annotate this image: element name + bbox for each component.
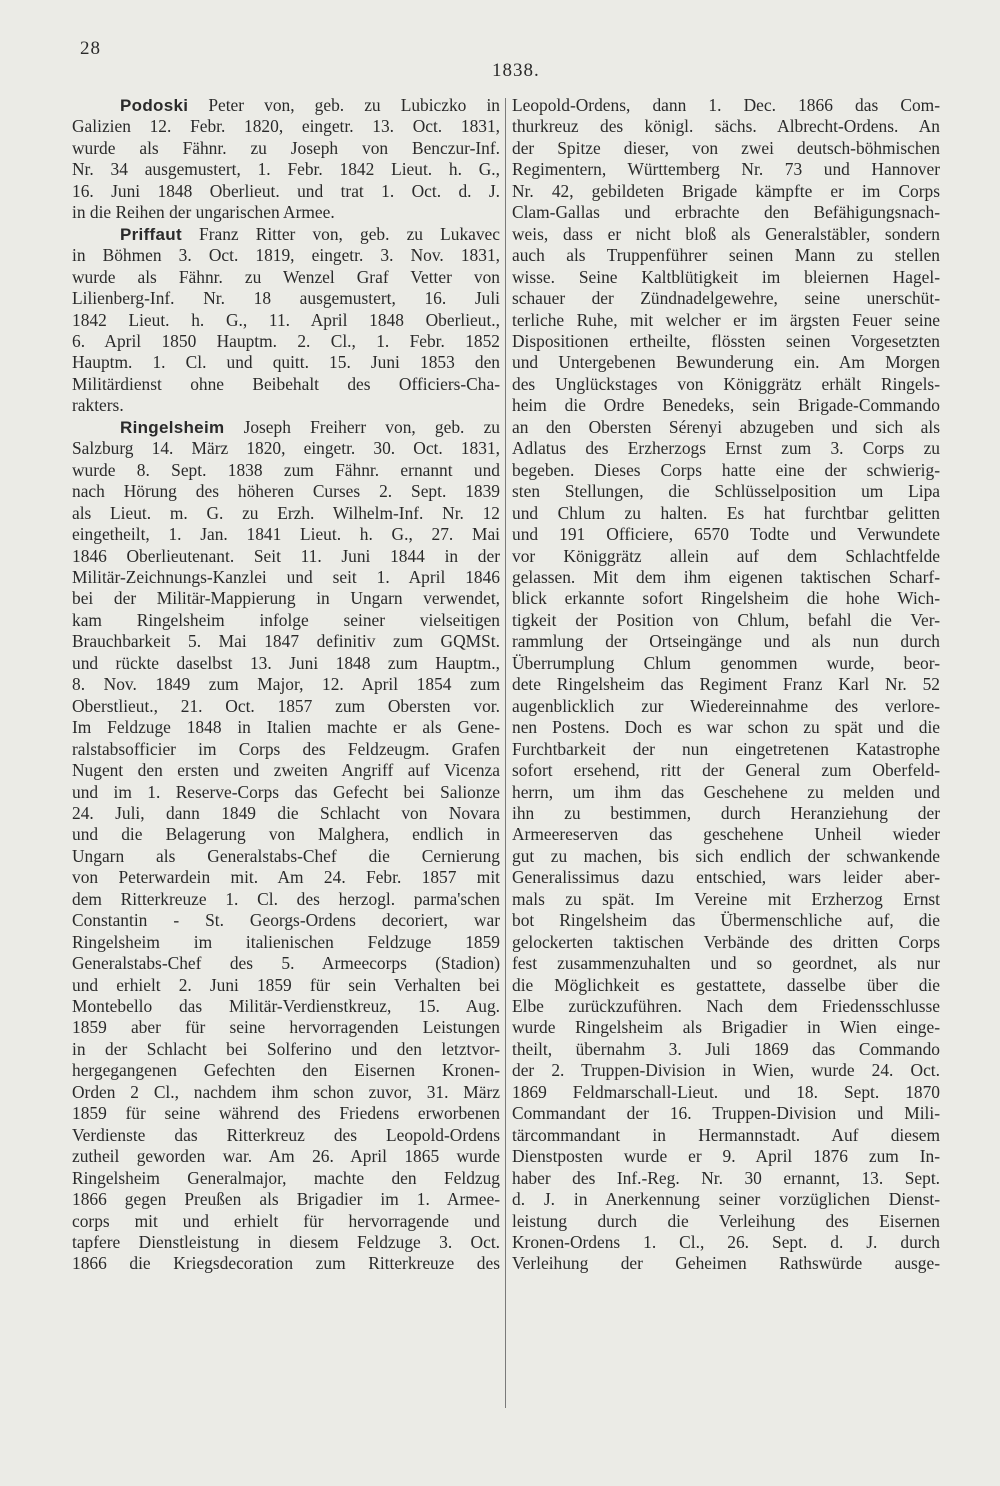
line-text: der 2. Truppen-Division in Wien, wurde 24. Oct. [512, 1060, 940, 1081]
line-text: dem Ritterkreuze 1. Cl. des herzogl. parma'schen [72, 888, 500, 909]
line-text: 1846 Oberlieutenant. Seit 11. Juni 1844 in der [72, 545, 500, 566]
line-text: in Böhmen 3. Oct. 1819, eingetr. 3. Nov. 1831, [72, 245, 500, 266]
line-text: Elbe zurückzuführen. Nach dem Friedensschlusse [512, 996, 940, 1017]
line-text: weis, dass er nicht bloß als Generalstäbler, sondern [512, 223, 940, 244]
text-line [512, 1146, 940, 1167]
text-line [72, 1253, 500, 1274]
page-number: 28 [80, 38, 101, 59]
line-text: Nugent den ersten und zweiten Angriff auf Vicenza [72, 760, 500, 781]
line-text: thurkreuz des königl. sächs. Albrecht-Ordens. An [512, 116, 940, 137]
line-text: sofort ersehend, ritt der General zum Oberfeld- [512, 760, 940, 781]
text-line [512, 202, 940, 223]
text-line [512, 95, 940, 116]
line-text: und Untergebenen Bewunderung ein. Am Morgen [512, 352, 940, 373]
line-text: tapfere Dienstleistung in diesem Feldzuge 3. Oct. [72, 1232, 500, 1253]
line-text: Joseph Freiherr von, geb. zu [224, 416, 500, 437]
text-line [72, 953, 500, 974]
text-line [512, 159, 940, 180]
text-line [512, 867, 940, 888]
line-text: Adlatus des Erzherzogs Ernst zum 3. Corps zu [512, 438, 940, 459]
line-text: 6. April 1850 Hauptm. 2. Cl., 1. Febr. 1852 [72, 330, 500, 351]
text-line [72, 331, 500, 352]
line-text: wisse. Seine Kaltblütigkeit im bleiernen Hagel- [512, 266, 940, 287]
line-text: Hauptm. 1. Cl. und quitt. 15. Juni 1853 den [72, 352, 500, 373]
text-line [512, 739, 940, 760]
line-text: Ringelsheim Generalmajor, machte den Feldzug [72, 1167, 500, 1188]
text-line [72, 116, 500, 137]
line-text: Lilienberg-Inf. Nr. 18 ausgemustert, 16. Juli [72, 288, 500, 309]
line-text: von Peterwardein mit. Am 24. Febr. 1857 mit [72, 867, 500, 888]
line-text: haber des Inf.-Reg. Nr. 30 ernannt, 13. Sept. [512, 1167, 940, 1188]
text-line [512, 889, 940, 910]
column-rule [505, 98, 506, 1408]
text-line [512, 846, 940, 867]
line-text: und Chlum zu halten. Es hat furchtbar gelitten [512, 502, 940, 523]
text-line [72, 717, 500, 738]
line-text: Orden 2 Cl., nachdem ihm schon zuvor, 31. März [72, 1081, 500, 1102]
line-text: Verleihung der Geheimen Rathswürde ausge- [512, 1253, 940, 1274]
line-text: theilt, übernahm 3. Juli 1869 das Commando [512, 1038, 940, 1059]
line-text: wurde als Fähnr. zu Wenzel Graf Vetter von [72, 266, 500, 287]
line-text: Militärdienst ohne Beibehalt des Officiers-Cha- [72, 373, 500, 394]
line-text: Galizien 12. Febr. 1820, eingetr. 13. Oct. 1831, [72, 116, 500, 137]
right-column [512, 95, 940, 1275]
text-line [512, 1060, 940, 1081]
line-text: und rückte daselbst 13. Juni 1848 zum Hauptm., [72, 652, 500, 673]
line-text: Verdienste das Ritterkreuz des Leopold-Ordens [72, 1124, 500, 1145]
text-line [72, 588, 500, 609]
text-line [72, 224, 500, 245]
line-text: Regimentern, Württemberg Nr. 73 und Hannover [512, 159, 940, 180]
line-text: rakters. [72, 395, 124, 416]
line-text: in die Reihen der ungarischen Armee. [72, 202, 335, 223]
line-text: dete Ringelsheim das Regiment Franz Karl Nr. 52 [512, 674, 940, 695]
text-line [512, 245, 940, 266]
text-line [512, 953, 940, 974]
entry-name: Priffaut [120, 224, 182, 244]
text-line [512, 653, 940, 674]
text-line [512, 481, 940, 502]
text-line [512, 1211, 940, 1232]
line-text: eingetheilt, 1. Jan. 1841 Lieut. h. G., 27. Mai [72, 524, 500, 545]
line-text: Generalstabs-Chef des 5. Armeecorps (Stadion) [72, 953, 500, 974]
text-line [512, 138, 940, 159]
text-line [512, 567, 940, 588]
text-line [72, 352, 500, 373]
line-text: 1869 Feldmarschall-Lieut. und 18. Sept. 1870 [512, 1081, 940, 1102]
text-line [72, 846, 500, 867]
line-text: 1866 die Kriegsdecoration zum Ritterkreuze des [72, 1253, 500, 1274]
text-line [72, 1039, 500, 1060]
text-line [512, 674, 940, 695]
line-text: Oberstlieut., 21. Oct. 1857 zum Obersten vor. [72, 695, 500, 716]
line-text: 1866 gegen Preußen als Brigadier im 1. Armee- [72, 1189, 500, 1210]
text-line [512, 1039, 940, 1060]
line-text: Salzburg 14. März 1820, eingetr. 30. Oct. 1831, [72, 438, 500, 459]
text-line [512, 975, 940, 996]
text-line [72, 1146, 500, 1167]
text-line [512, 1017, 940, 1038]
line-text: die Möglichkeit es gestattete, dasselbe über die [512, 974, 940, 995]
text-line [72, 996, 500, 1017]
text-line [72, 417, 500, 438]
line-text: Im Feldzuge 1848 in Italien machte er als Gene- [72, 717, 500, 738]
text-line [512, 760, 940, 781]
entry-name: Podoski [120, 96, 189, 115]
line-text: auch als Truppenführer seinen Mann zu stellen [512, 245, 940, 266]
text-line [512, 181, 940, 202]
line-text: als Lieut. m. G. zu Erzh. Wilhelm-Inf. Nr. 12 [72, 502, 500, 523]
text-line [512, 1232, 940, 1253]
line-text: kam Ringelsheim infolge seiner vielseitigen [72, 609, 500, 630]
line-text: des Unglückstages von Königgrätz erhält Ringels- [512, 373, 940, 394]
text-line [72, 803, 500, 824]
line-text: Nr. 34 ausgemustert, 1. Febr. 1842 Lieut. h. G., [72, 159, 500, 180]
text-line [72, 1232, 500, 1253]
text-line [72, 567, 500, 588]
line-text: gut zu machen, bis sich endlich der schwankende [512, 845, 940, 866]
text-line [72, 674, 500, 695]
line-text: ralstabsofficier im Corps des Feldzeugm. Grafen [72, 738, 500, 759]
text-line [512, 417, 940, 438]
line-text: begeben. Dieses Corps hatte eine der schwierig- [512, 459, 940, 480]
line-text: sten Stellungen, die Schlüsselposition um Lipa [512, 481, 940, 502]
line-text: leistung durch die Verleihung des Eisernen [512, 1210, 940, 1231]
text-line [72, 95, 500, 116]
line-text: Armeereserven das geschehene Unheil wieder [512, 824, 940, 845]
text-line [512, 438, 940, 459]
text-line [72, 975, 500, 996]
text-line [512, 588, 940, 609]
text-line [72, 159, 500, 180]
text-line [72, 910, 500, 931]
text-line [72, 610, 500, 631]
line-text: Generalissimus dazu entschied, wars leider aber- [512, 867, 940, 888]
line-text: Dispositionen ertheilte, flössten seinen Vorgesetzten [512, 330, 940, 351]
line-text: gelockerten taktischen Verbände des dritten Corps [512, 931, 940, 952]
text-line [512, 1189, 940, 1210]
line-text: mals zu spät. Im Vereine mit Erzherzog Ernst [512, 888, 940, 909]
text-line [72, 267, 500, 288]
line-text: Kronen-Ordens 1. Cl., 26. Sept. d. J. durch [512, 1232, 940, 1253]
line-text: blick erkannte sofort Ringelsheim die hohe Wich- [512, 588, 940, 609]
line-text: Franz Ritter von, geb. zu Lukavec [181, 223, 500, 244]
text-line [72, 653, 500, 674]
text-line [512, 717, 940, 738]
line-text: Peter von, geb. zu Lubiczko in [188, 95, 500, 115]
line-text: und im 1. Reserve-Corps das Gefecht bei Salionze [72, 781, 500, 802]
text-line [72, 1103, 500, 1124]
line-text: in der Schlacht bei Solferino und den letztvor- [72, 1038, 500, 1059]
line-text: Montebello das Militär-Verdienstkreuz, 15. Aug. [72, 996, 500, 1017]
line-text: Constantin - St. Georgs-Ordens decoriert, war [72, 910, 500, 931]
line-text: Brauchbarkeit 5. Mai 1847 definitiv zum GQMSt. [72, 631, 500, 652]
text-line [512, 503, 940, 524]
text-line [512, 932, 940, 953]
text-line [512, 1168, 940, 1189]
text-line [512, 782, 940, 803]
line-text: augenblicklich zur Wiedereinnahme des verlore- [512, 695, 940, 716]
text-line [72, 202, 500, 223]
line-text: Furchtbarkeit der nun eingetretenen Katastrophe [512, 738, 940, 759]
text-line [512, 824, 940, 845]
text-line [72, 1189, 500, 1210]
text-line [72, 696, 500, 717]
text-line [512, 352, 940, 373]
text-line [512, 1082, 940, 1103]
text-line [72, 395, 500, 416]
text-line [72, 889, 500, 910]
line-text: und die Belagerung von Malghera, endlich in [72, 824, 500, 845]
line-text: Ringelsheim im italienischen Feldzuge 1859 [72, 931, 500, 952]
line-text: fest zusammenzuhalten und so geordnet, als nur [512, 953, 940, 974]
text-line [72, 546, 500, 567]
line-text: tärcommandant in Hermannstadt. Auf diesem [512, 1124, 940, 1145]
line-text: wurde 8. Sept. 1838 zum Fähnr. ernannt und [72, 459, 500, 480]
line-text: Clam-Gallas und erbrachte den Befähigungsnach- [512, 202, 940, 223]
text-line [72, 1060, 500, 1081]
text-line [512, 1125, 940, 1146]
text-line [512, 395, 940, 416]
text-line [72, 867, 500, 888]
text-line [512, 267, 940, 288]
line-text: Nr. 42, gebildeten Brigade kämpfte er im Corps [512, 180, 940, 201]
line-text: bot Ringelsheim das Übermenschliche auf, die [512, 910, 940, 931]
text-line [72, 631, 500, 652]
line-text: zutheil geworden war. Am 26. April 1865 wurde [72, 1146, 500, 1167]
text-line [512, 803, 940, 824]
text-line [72, 824, 500, 845]
line-text: und erhielt 2. Juni 1859 für sein Verhalten bei [72, 974, 500, 995]
text-line [72, 181, 500, 202]
text-line [512, 331, 940, 352]
line-text: 1842 Lieut. h. G., 11. April 1848 Oberlieut., [72, 309, 500, 330]
entry-name: Ringelsheim [120, 417, 225, 437]
left-column [72, 95, 500, 1275]
line-text: 16. Juni 1848 Oberlieut. und trat 1. Oct. d. J. [72, 180, 500, 201]
text-line [72, 310, 500, 331]
text-line [512, 696, 940, 717]
text-line [72, 1211, 500, 1232]
line-text: 1859 aber für seine hervorragenden Leistungen [72, 1017, 500, 1038]
text-line [72, 782, 500, 803]
line-text: Commandant der 16. Truppen-Division und Mili- [512, 1103, 940, 1124]
line-text: Dienstposten wurde er 9. April 1876 zum In- [512, 1146, 940, 1167]
text-line [512, 631, 940, 652]
line-text: terliche Ruhe, mit welcher er im ärgsten Feuer seine [512, 309, 940, 330]
text-line [72, 245, 500, 266]
text-line [72, 1017, 500, 1038]
line-text: 1859 für seine während des Friedens erworbenen [72, 1103, 500, 1124]
line-text: vor Königgrätz allein auf dem Schlachtfelde [512, 545, 940, 566]
text-line [512, 610, 940, 631]
text-line [72, 760, 500, 781]
line-text: Militär-Zeichnungs-Kanzlei und seit 1. April 1846 [72, 566, 500, 587]
line-text: bei der Militär-Mappierung in Ungarn verwendet, [72, 588, 500, 609]
line-text: schauer der Zündnadelgewehre, seine unerschüt- [512, 288, 940, 309]
text-line [72, 138, 500, 159]
text-line [512, 460, 940, 481]
line-text: Überrumplung Chlum genommen wurde, beor- [512, 652, 940, 673]
text-line [512, 1253, 940, 1274]
line-text: wurde als Fähnr. zu Joseph von Benczur-Inf. [72, 137, 500, 158]
line-text: ihn zu bestimmen, durch Heranziehung der [512, 802, 940, 823]
line-text: corps mit und erhielt für hervorragende und [72, 1210, 500, 1231]
text-line [72, 1125, 500, 1146]
line-text: wurde Ringelsheim als Brigadier in Wien einge- [512, 1017, 940, 1038]
text-line [72, 460, 500, 481]
text-line [512, 524, 940, 545]
text-line [72, 524, 500, 545]
line-text: nen Postens. Doch es war schon zu spät und die [512, 717, 940, 738]
text-line [72, 1168, 500, 1189]
line-text: heim die Ordre Benedeks, sein Brigade-Commando [512, 395, 940, 416]
line-text: 8. Nov. 1849 zum Major, 12. April 1854 zum [72, 674, 500, 695]
line-text: gelassen. Mit dem ihm eigenen taktischen Scharf- [512, 566, 940, 587]
line-text: der Spitze dieser, von zwei deutsch-böhmischen [512, 137, 940, 158]
text-line [72, 374, 500, 395]
text-line [512, 996, 940, 1017]
text-line [512, 374, 940, 395]
text-line [512, 310, 940, 331]
text-line [512, 116, 940, 137]
text-line [72, 438, 500, 459]
line-text: Ungarn als Generalstabs-Chef die Cernierung [72, 845, 500, 866]
text-line [512, 910, 940, 931]
line-text: hergegangenen Gefechten den Eisernen Kronen- [72, 1060, 500, 1081]
line-text: und 191 Officiere, 6570 Todte und Verwundete [512, 524, 940, 545]
text-line [72, 739, 500, 760]
text-line [512, 1103, 940, 1124]
text-line [72, 503, 500, 524]
line-text: an den Obersten Sérenyi abzugeben und sich als [512, 416, 940, 437]
line-text: herrn, um ihm das Geschehene zu melden und [512, 781, 940, 802]
year-header: 1838. [492, 60, 540, 81]
line-text: Leopold-Ordens, dann 1. Dec. 1866 das Com- [512, 95, 940, 115]
text-line [72, 481, 500, 502]
text-line [72, 288, 500, 309]
text-line [512, 224, 940, 245]
line-text: nach Hörung des höheren Curses 2. Sept. 1839 [72, 481, 500, 502]
line-text: tigkeit der Position von Chlum, befahl die Ver- [512, 609, 940, 630]
text-line [512, 546, 940, 567]
line-text: d. J. in Anerkennung seiner vorzüglichen Dienst- [512, 1189, 940, 1210]
line-text: rammlung der Ortseingänge und als nun durch [512, 631, 940, 652]
line-text: 24. Juli, dann 1849 die Schlacht von Novara [72, 802, 500, 823]
text-line [72, 1082, 500, 1103]
text-line [512, 288, 940, 309]
text-line [72, 932, 500, 953]
